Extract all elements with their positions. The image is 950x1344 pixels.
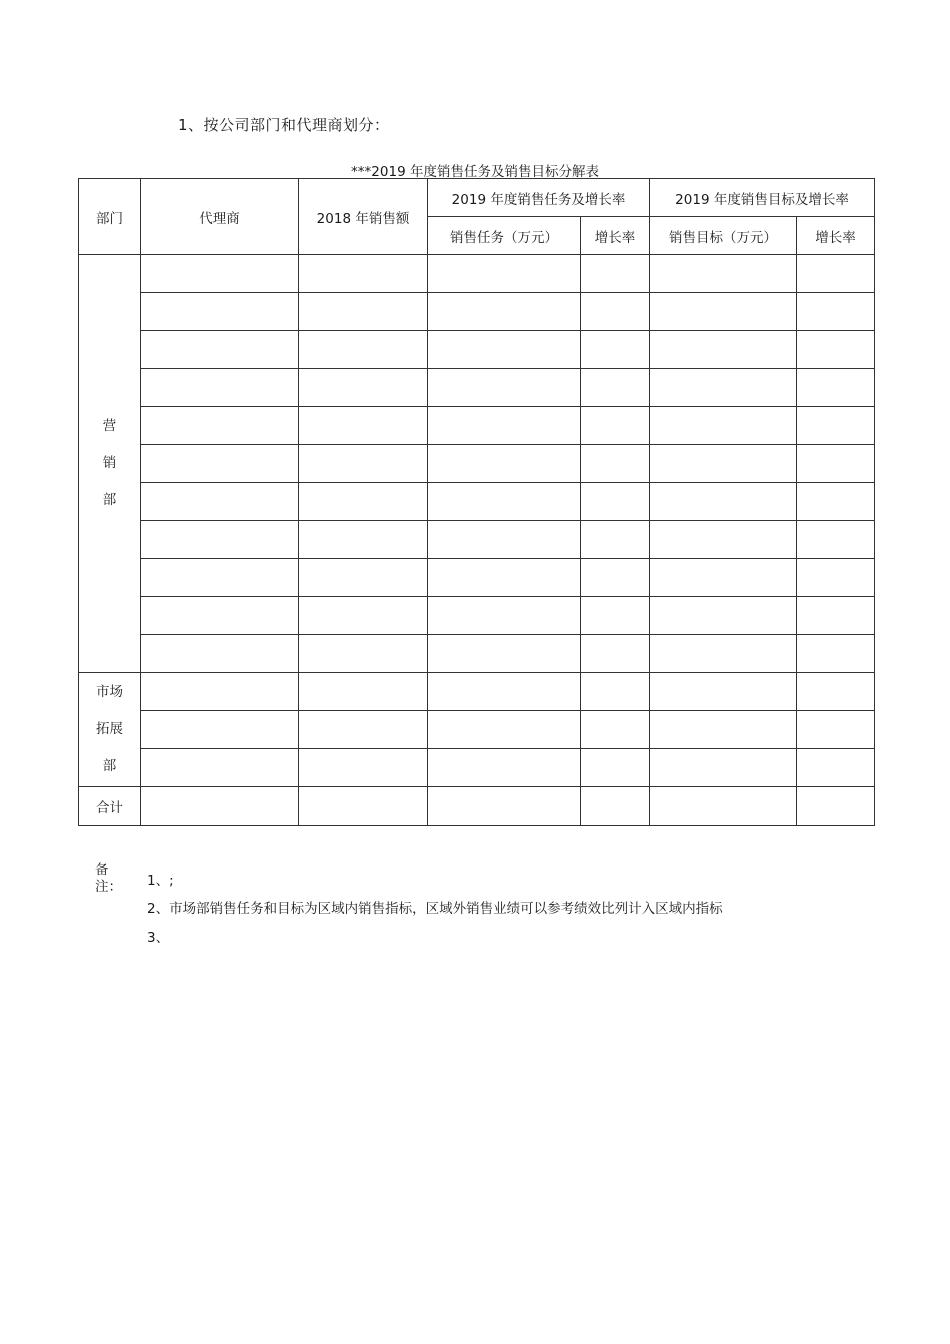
table-cell[interactable] xyxy=(428,787,581,826)
table-cell[interactable] xyxy=(581,369,650,407)
table-cell[interactable] xyxy=(797,635,875,673)
table-row xyxy=(79,293,875,331)
table-cell[interactable] xyxy=(581,331,650,369)
table-row xyxy=(79,331,875,369)
notes-label xyxy=(95,862,122,896)
table-cell[interactable] xyxy=(428,331,581,369)
table-cell[interactable] xyxy=(797,483,875,521)
table-cell[interactable] xyxy=(797,255,875,293)
table-row xyxy=(79,521,875,559)
table-cell[interactable] xyxy=(141,787,299,826)
table-cell[interactable] xyxy=(797,521,875,559)
table-cell[interactable] xyxy=(797,293,875,331)
table-cell[interactable] xyxy=(650,673,797,711)
table-cell[interactable] xyxy=(428,483,581,521)
table-cell[interactable] xyxy=(299,597,428,635)
dept-marketing xyxy=(79,255,141,673)
table-row xyxy=(79,597,875,635)
header-dept: 部门 xyxy=(79,179,141,255)
table-cell[interactable] xyxy=(797,331,875,369)
table-cell[interactable] xyxy=(797,749,875,787)
table-cell[interactable] xyxy=(141,711,299,749)
sales-breakdown-table xyxy=(78,178,875,826)
table-row xyxy=(79,445,875,483)
table-cell[interactable] xyxy=(299,673,428,711)
table-row xyxy=(79,369,875,407)
table-cell[interactable] xyxy=(797,787,875,826)
table-cell[interactable] xyxy=(299,293,428,331)
notes-label-line: 备 xyxy=(95,862,109,878)
dept-marketing-char: 销 xyxy=(102,455,117,471)
table-cell[interactable] xyxy=(650,711,797,749)
table-cell[interactable] xyxy=(581,293,650,331)
table-cell[interactable] xyxy=(797,445,875,483)
table-cell[interactable] xyxy=(650,521,797,559)
table-cell[interactable] xyxy=(581,407,650,445)
table-cell[interactable] xyxy=(428,559,581,597)
dept-market-expansion-line: 市场 xyxy=(96,684,123,700)
table-row xyxy=(79,673,875,711)
table-cell[interactable] xyxy=(428,597,581,635)
header-target-group: 2019 年度销售目标及增长率 xyxy=(650,179,875,217)
table-cell[interactable] xyxy=(299,635,428,673)
header-row-1 xyxy=(79,179,875,217)
table-cell[interactable] xyxy=(797,407,875,445)
table-row xyxy=(79,407,875,445)
dept-marketing-char: 营 xyxy=(102,418,117,434)
table-cell[interactable] xyxy=(428,255,581,293)
table-cell[interactable] xyxy=(428,749,581,787)
table-row xyxy=(79,559,875,597)
table-cell[interactable] xyxy=(299,255,428,293)
table-cell[interactable] xyxy=(650,635,797,673)
header-sales-2018: 2018 年销售额 xyxy=(299,179,428,255)
table-cell[interactable] xyxy=(141,483,299,521)
dept-marketing-char: 部 xyxy=(102,492,117,508)
table-cell[interactable] xyxy=(428,445,581,483)
table-cell[interactable] xyxy=(650,749,797,787)
table-cell[interactable] xyxy=(650,559,797,597)
table-cell[interactable] xyxy=(428,293,581,331)
table-row xyxy=(79,711,875,749)
dept-market-expansion xyxy=(79,673,141,787)
header-task-growth: 增长率 xyxy=(581,217,650,255)
table-cell[interactable] xyxy=(797,597,875,635)
table-cell[interactable] xyxy=(141,597,299,635)
table-cell[interactable] xyxy=(141,331,299,369)
table-cell[interactable] xyxy=(581,445,650,483)
table-cell[interactable] xyxy=(581,597,650,635)
table-cell[interactable] xyxy=(141,635,299,673)
table-cell[interactable] xyxy=(650,331,797,369)
table-cell[interactable] xyxy=(581,255,650,293)
table-title: ***2019 年度销售任务及销售目标分解表 xyxy=(351,164,599,180)
table-cell[interactable] xyxy=(141,559,299,597)
dept-market-expansion-line: 部 xyxy=(102,758,117,774)
total-label: 合计 xyxy=(79,787,141,826)
table-cell[interactable] xyxy=(141,673,299,711)
table-row xyxy=(79,749,875,787)
table-cell[interactable] xyxy=(650,483,797,521)
table-cell[interactable] xyxy=(299,521,428,559)
table-cell[interactable] xyxy=(581,559,650,597)
table-cell[interactable] xyxy=(299,331,428,369)
table-cell[interactable] xyxy=(650,445,797,483)
table-cell[interactable] xyxy=(797,673,875,711)
table-cell[interactable] xyxy=(428,407,581,445)
table-cell[interactable] xyxy=(299,559,428,597)
table-cell[interactable] xyxy=(141,445,299,483)
table-cell[interactable] xyxy=(141,369,299,407)
table-cell[interactable] xyxy=(650,787,797,826)
table-cell[interactable] xyxy=(650,597,797,635)
section-heading: 1、按公司部门和代理商划分： xyxy=(178,116,390,134)
table-cell[interactable] xyxy=(581,483,650,521)
table-cell[interactable] xyxy=(650,293,797,331)
table-cell[interactable] xyxy=(797,711,875,749)
note-item-3: 3、 xyxy=(147,930,170,946)
table-row xyxy=(79,483,875,521)
table-row xyxy=(79,255,875,293)
table-cell[interactable] xyxy=(299,445,428,483)
header-target: 销售目标（万元） xyxy=(650,217,797,255)
table-cell[interactable] xyxy=(581,749,650,787)
table-cell[interactable] xyxy=(428,711,581,749)
table-cell[interactable] xyxy=(581,673,650,711)
table-cell[interactable] xyxy=(428,673,581,711)
table-cell[interactable] xyxy=(581,635,650,673)
table-cell[interactable] xyxy=(650,255,797,293)
table-cell[interactable] xyxy=(141,293,299,331)
note-item-2: 2、市场部销售任务和目标为区域内销售指标，区域外销售业绩可以参考绩效比列计入区域内指标 xyxy=(147,901,723,917)
total-row xyxy=(79,787,875,826)
header-task: 销售任务（万元） xyxy=(428,217,581,255)
header-task-group: 2019 年度销售任务及增长率 xyxy=(428,179,650,217)
table-cell[interactable] xyxy=(581,711,650,749)
table-cell[interactable] xyxy=(299,749,428,787)
table-row xyxy=(79,635,875,673)
table-cell[interactable] xyxy=(797,559,875,597)
header-agent: 代理商 xyxy=(141,179,299,255)
table-cell[interactable] xyxy=(299,369,428,407)
table-cell[interactable] xyxy=(299,711,428,749)
table-cell[interactable] xyxy=(299,407,428,445)
table-cell[interactable] xyxy=(428,635,581,673)
table-cell[interactable] xyxy=(141,749,299,787)
table-cell[interactable] xyxy=(581,787,650,826)
table-cell[interactable] xyxy=(797,369,875,407)
table-cell[interactable] xyxy=(141,255,299,293)
table-cell[interactable] xyxy=(299,787,428,826)
table-cell[interactable] xyxy=(141,521,299,559)
table-cell[interactable] xyxy=(428,521,581,559)
header-target-growth: 增长率 xyxy=(797,217,875,255)
table-cell[interactable] xyxy=(141,407,299,445)
table-cell[interactable] xyxy=(299,483,428,521)
table-cell[interactable] xyxy=(581,521,650,559)
dept-market-expansion-line: 拓展 xyxy=(96,721,123,737)
notes-label-line: 注： xyxy=(95,879,122,895)
table-cell[interactable] xyxy=(650,369,797,407)
note-item-1: 1、; xyxy=(147,873,174,889)
table-cell[interactable] xyxy=(428,369,581,407)
table-cell[interactable] xyxy=(650,407,797,445)
